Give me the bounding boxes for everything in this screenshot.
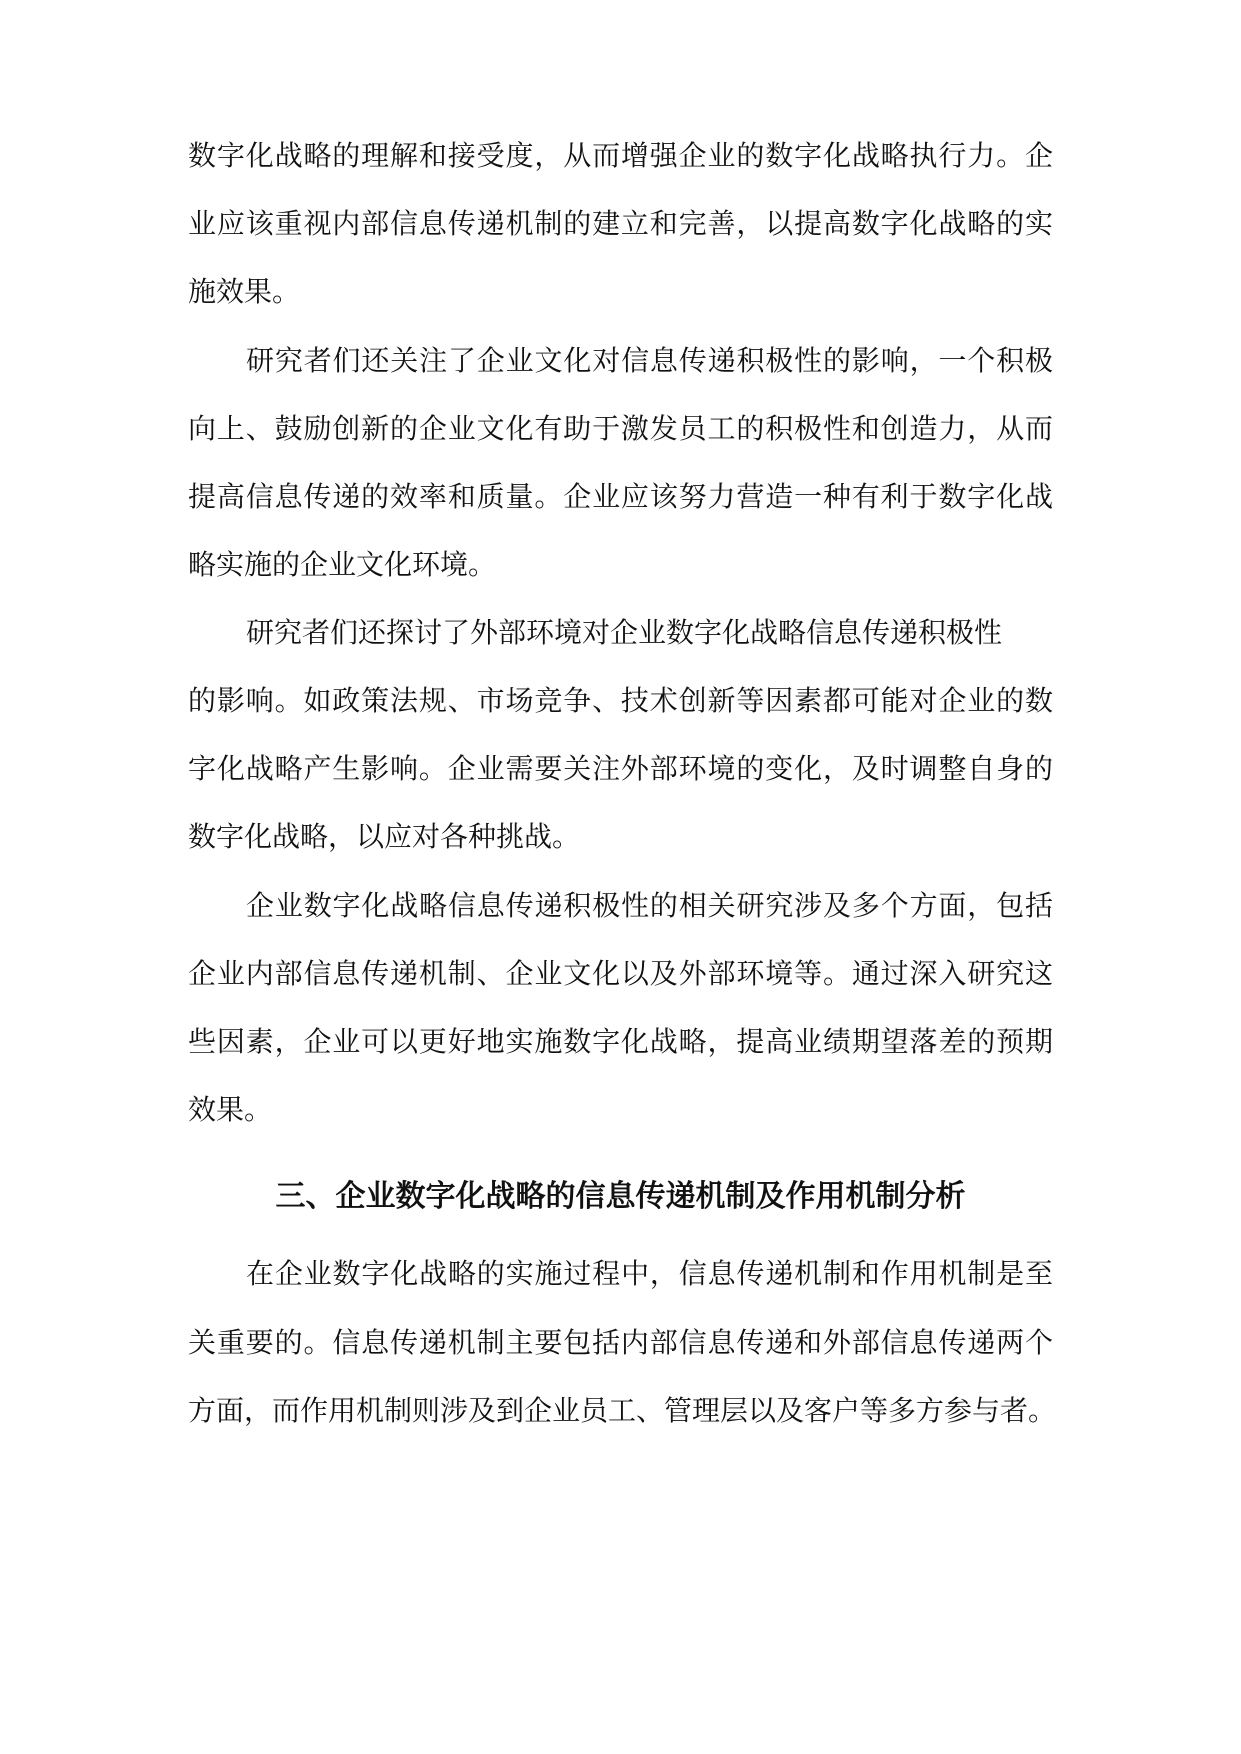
paragraph-line: 研究者们还探讨了外部环境对企业数字化战略信息传递积极性: [246, 616, 1003, 649]
paragraph-line: 施效果。: [188, 275, 301, 308]
paragraph-line: 企业数字化战略信息传递积极性的相关研究涉及多个方面，包括: [246, 889, 1053, 922]
paragraph-line: 效果。: [188, 1093, 273, 1126]
paragraph-line: 些因素，企业可以更好地实施数字化战略，提高业绩期望落差的预期: [188, 1025, 1053, 1058]
paragraph-line: 的影响。如政策法规、市场竞争、技术创新等因素都可能对企业的数: [188, 684, 1053, 717]
paragraph-line: 数字化战略，以应对各种挑战。: [188, 820, 581, 853]
paragraph-line: 在企业数字化战略的实施过程中，信息传递机制和作用机制是至: [246, 1257, 1053, 1290]
paragraph-line: 向上、鼓励创新的企业文化有助于激发员工的积极性和创造力，从而: [188, 412, 1053, 445]
paragraph-line: 略实施的企业文化环境。: [188, 548, 497, 581]
paragraph-line: 方面，而作用机制则涉及到企业员工、管理层以及客户等多方参与者。: [188, 1394, 1057, 1427]
paragraph-line: 关重要的。信息传递机制主要包括内部信息传递和外部信息传递两个: [188, 1326, 1053, 1359]
paragraph-line: 字化战略产生影响。企业需要关注外部环境的变化，及时调整自身的: [188, 752, 1053, 785]
paragraph-line: 数字化战略的理解和接受度，从而增强企业的数字化战略执行力。企: [188, 139, 1053, 172]
paragraph-line: 提高信息传递的效率和质量。企业应该努力营造一种有利于数字化战: [188, 480, 1053, 513]
paragraph-line: 研究者们还关注了企业文化对信息传递积极性的影响，一个积极: [246, 344, 1053, 377]
paragraph-line: 企业内部信息传递机制、企业文化以及外部环境等。通过深入研究这: [188, 957, 1053, 990]
section-heading: 三、企业数字化战略的信息传递机制及作用机制分析: [275, 1179, 966, 1214]
paragraph-line: 业应该重视内部信息传递机制的建立和完善，以提高数字化战略的实: [188, 207, 1053, 240]
